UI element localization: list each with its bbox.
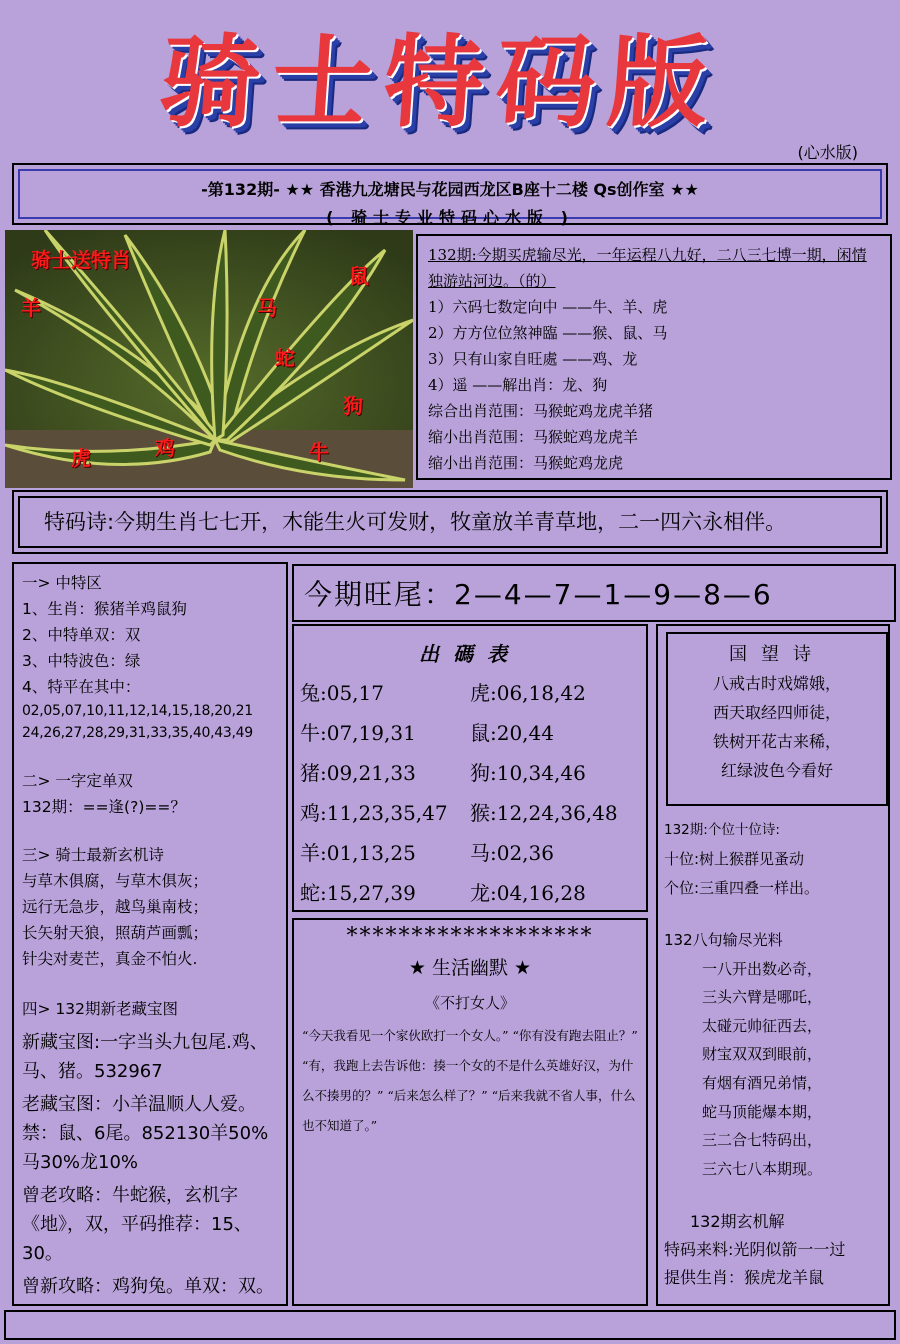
section-4-title: 四> 132期新老藏宝图 [22,1000,178,1018]
humor-body: “今天我看见一个家伙欧打一个女人。” “你有没有跑去阻止？” “有，我跑上去告诉他：揍一个女的不是什么英雄好汉，为什么不揍男的？” “后来怎么样了？” “后来我就不省人事，什么也不知道了。” [302,1028,638,1133]
section-4-line: 老藏宝图：小羊温顺人人爱。禁：鼠、6尾。852130羊50%马30%龙10% [22,1094,269,1173]
table-cell: 龙:04,16,28 [470,881,586,905]
numbers-row-1: 02,05,07,10,11,12,14,15,18,20,21 [22,703,253,719]
header-band [12,163,888,225]
table-cell: 猪:09,21,33 [300,761,416,785]
guo-poem-box [666,632,888,806]
guo-poem-title: 国望诗 [729,644,825,665]
digit-poem [664,816,886,903]
humor-subtitle: 《不打女人》 [424,994,515,1012]
section-2-title: 二> 一字定单双 [22,772,133,790]
table-cell: 鼠:20,44 [470,721,554,745]
forecast-headline: 132期:今期买虎输尽光，一年运程八九好，二八三七博一期，闲情独游站河边。（的） [428,246,867,290]
eight-lines-line: 一八开出数必奇， [702,959,823,978]
guo-poem-line: 红绿波色今看好 [720,761,833,780]
forecast-item: 3）只有山家自旺處 ——鸡、龙 [428,350,638,368]
section-3-line: 远行无急步，越鸟巢南枝； [22,898,209,916]
section-4-line: 曾新攻略：鸡狗兔。单双：双。 [22,1276,274,1297]
photo-label-dog: 狗 [343,394,363,418]
riddle-line: 提供生肖：猴虎龙羊鼠 [664,1268,825,1287]
star-divider: ******************* [346,924,594,949]
table-cell: 牛:07,19,31 [300,721,416,745]
digit-poem-title: 132期:个位十位诗: [664,822,780,838]
header-line-1: -第132期- ★★ 香港九龙塘民与花园西龙区B座十二楼 Qs创作室 ★★ [201,180,699,199]
eight-lines-line: 蛇马顶能爆本期， [702,1102,823,1121]
edition-label: (心水版) [797,143,858,162]
eight-lines-title: 132八句输尽光料 [664,931,783,949]
section-3-line: 针尖对麦芒，真金不怕火. [22,950,198,968]
section-3-line: 长矢射天狼，照葫芦画瓢； [22,924,209,942]
photo-label-ox: 牛 [309,440,329,464]
eight-lines-line: 三六七八本期现。 [702,1159,823,1178]
eight-lines-poem [664,926,886,1183]
section-3-line: 与草木俱腐，与草木俱灰； [22,872,209,890]
table-row [300,873,640,913]
header-line-2: ( 骑士专业特码心水版 ) [326,208,574,227]
forecast-item: 缩小出肖范围：马猴蛇鸡龙虎羊 [428,428,639,446]
digit-poem-line: 个位:三重四叠一样出。 [664,879,820,897]
section-1-title: 一> 中特区 [22,574,102,592]
guo-poem-line: 铁树开花古来稀， [712,732,841,751]
digit-poem-line: 十位:树上猴群见蚤动 [664,850,805,868]
eight-lines-line: 有烟有酒兄弟情， [702,1073,823,1092]
eight-lines-line: 三头六臂是哪吒， [702,988,823,1007]
bottom-bar [4,1310,896,1340]
poem-text: 特码诗:今期生肖七七开，木能生火可发财，牧童放羊青草地，二一四六永相伴。 [18,496,882,548]
eight-lines-line: 财宝双双到眼前， [702,1045,823,1064]
section-1-item: 4、特平在其中： [22,678,141,696]
table-row [300,793,640,833]
section-1-item: 3、中特波色：绿 [22,652,141,670]
guo-poem-line: 西天取经四师徒， [712,703,841,722]
code-table [292,624,648,912]
section-3-title: 三> 骑士最新玄机诗 [22,846,164,864]
eight-lines-line: 三二合七特码出， [702,1131,823,1150]
photo-label-rat: 鼠 [349,264,369,288]
title-banner [100,8,780,158]
photo-label-goat: 羊 [21,296,41,320]
riddle-section [664,1208,886,1292]
photo-label-tiger: 虎 [71,446,91,470]
poem-band [12,490,888,554]
forecast-item: 4）遥 ——解出肖：龙、狗 [428,376,608,394]
section-4-line: 曾老攻略：牛蛇猴，玄机字《地》，双，平码推荐：15、30。 [22,1185,252,1264]
forecast-item: 缩小出肖范围：马猴蛇鸡龙虎 [428,454,624,472]
table-row [300,673,640,713]
table-cell: 蛇:15,27,39 [300,881,416,905]
left-column [12,562,288,1306]
photo-label-main: 骑士送特肖 [31,248,131,272]
forecast-box [416,234,892,480]
forecast-item: 1）六码七数定向中 ——牛、羊、虎 [428,298,668,316]
table-row [300,753,640,793]
photo-label-snake: 蛇 [275,346,295,370]
right-column [656,624,890,1306]
photo-label-horse: 马 [257,296,277,320]
numbers-row-2: 24,26,27,28,29,31,33,35,40,43,49 [22,725,253,741]
table-cell: 狗:10,34,46 [470,761,586,785]
plant-photo [5,230,413,488]
section-4-line: 新藏宝图:一字当头九包尾.鸡、马、猪。532967 [22,1032,268,1082]
tail-banner: 今期旺尾：2—4—7—1—9—8—6 [292,564,896,622]
guo-poem-line: 八戒古时戏嫦娥， [712,674,841,693]
eight-lines-line: 太碰元帅征西去， [702,1016,823,1035]
forecast-item: 2）方方位位煞神臨 ——猴、鼠、马 [428,324,668,342]
riddle-line: 特码来料:光阴似箭一一过 [664,1240,846,1259]
section-1-item: 2、中特单双：双 [22,626,141,644]
table-cell: 马:02,36 [470,841,554,865]
table-cell: 虎:06,18,42 [470,681,586,705]
table-cell: 羊:01,13,25 [300,841,416,865]
table-row [300,713,640,753]
header-inner [18,169,882,227]
page-title: 骑士特码版 [155,24,725,141]
photo-label-rooster: 鸡 [155,436,175,460]
table-cell: 猴:12,24,36,48 [470,801,618,825]
code-table-title: 出碼表 [419,642,521,666]
riddle-title: 132期玄机解 [690,1212,785,1231]
table-cell: 鸡:11,23,35,47 [300,801,448,825]
forecast-item: 综合出肖范围：马猴蛇鸡龙虎羊猪 [428,402,654,420]
table-row [300,833,640,873]
table-cell: 兔:05,17 [300,681,384,705]
humor-title: ★ 生活幽默 ★ [408,957,532,979]
section-2-text: 132期：==逢(?)==？ [22,798,186,816]
humor-box [292,918,648,1306]
section-1-item: 1、生肖：猴猪羊鸡鼠狗 [22,600,187,618]
